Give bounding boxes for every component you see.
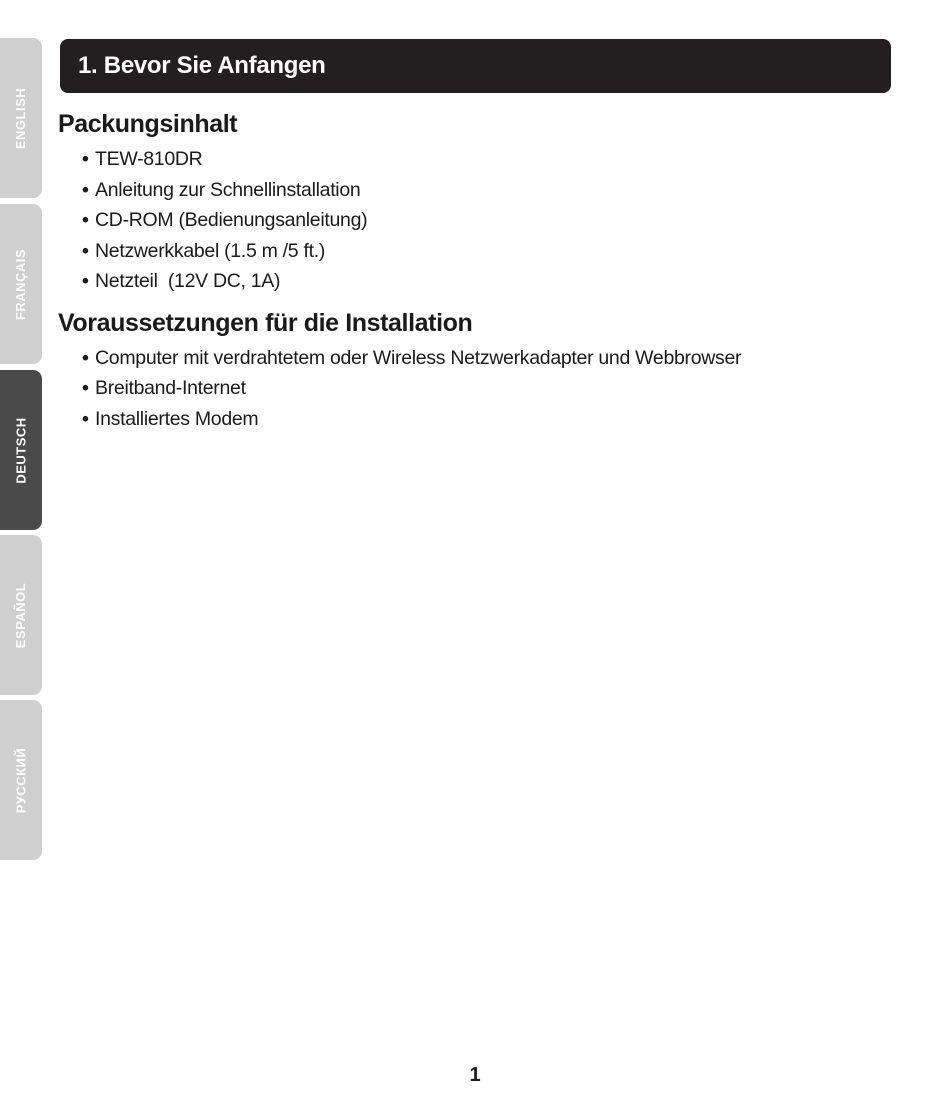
- list-item-text: Installiertes Modem: [95, 407, 259, 430]
- tab-deutsch[interactable]: [0, 370, 42, 530]
- list-item-text: Computer mit verdrahtetem oder Wireless Netzwerkadapter und Webbrowser: [95, 346, 742, 369]
- bullet-icon: •: [82, 148, 89, 170]
- list-item: [82, 144, 898, 175]
- section-title: 1. Bevor Sie Anfangen: [78, 52, 326, 79]
- bullet-icon: •: [82, 178, 89, 201]
- bullet-icon: •: [82, 377, 89, 399]
- list-item: [82, 236, 898, 267]
- list-item: [82, 404, 898, 435]
- tab-english-label: ENGLISH: [13, 87, 29, 149]
- list-item-text: TEW-810DR: [95, 148, 203, 170]
- page-number: 1: [469, 1064, 481, 1086]
- bullet-icon: •: [82, 407, 89, 430]
- list-item-text: Breitband-Internet: [95, 377, 246, 399]
- section-header-bar: [60, 39, 891, 93]
- list-item-text: Netzteil (12V DC, 1A): [95, 270, 281, 292]
- bullet-icon: •: [82, 346, 89, 369]
- list-item: [82, 266, 898, 297]
- package-contents-title: Packungsinhalt: [58, 110, 238, 138]
- list-item: [82, 343, 898, 374]
- requirements-list: [58, 343, 898, 435]
- list-item-text: Netzwerkkabel (1.5 m /5 ft.): [95, 239, 326, 262]
- list-item-text: CD-ROM (Bedienungsanleitung): [95, 209, 368, 231]
- tab-russian[interactable]: [0, 700, 42, 860]
- list-item-text: Anleitung zur Schnellinstallation: [95, 178, 361, 201]
- list-item: [82, 373, 898, 404]
- tab-francais[interactable]: [0, 204, 42, 364]
- tab-russian-label: РУССКИЙ: [13, 747, 29, 813]
- requirements-title: Voraussetzungen für die Installation: [58, 308, 473, 337]
- package-contents-list: [58, 144, 898, 297]
- tab-espanol[interactable]: [0, 535, 42, 695]
- list-item: [82, 205, 898, 236]
- tab-francais-label: FRANÇAIS: [13, 248, 29, 320]
- list-item: [82, 175, 898, 206]
- main-content: [58, 104, 898, 434]
- bullet-icon: •: [82, 270, 89, 292]
- bullet-icon: •: [82, 239, 89, 262]
- tab-deutsch-label: DEUTSCH: [13, 416, 29, 484]
- bullet-icon: •: [82, 209, 89, 231]
- tab-espanol-label: ESPAÑOL: [13, 582, 29, 648]
- tab-english[interactable]: [0, 38, 42, 198]
